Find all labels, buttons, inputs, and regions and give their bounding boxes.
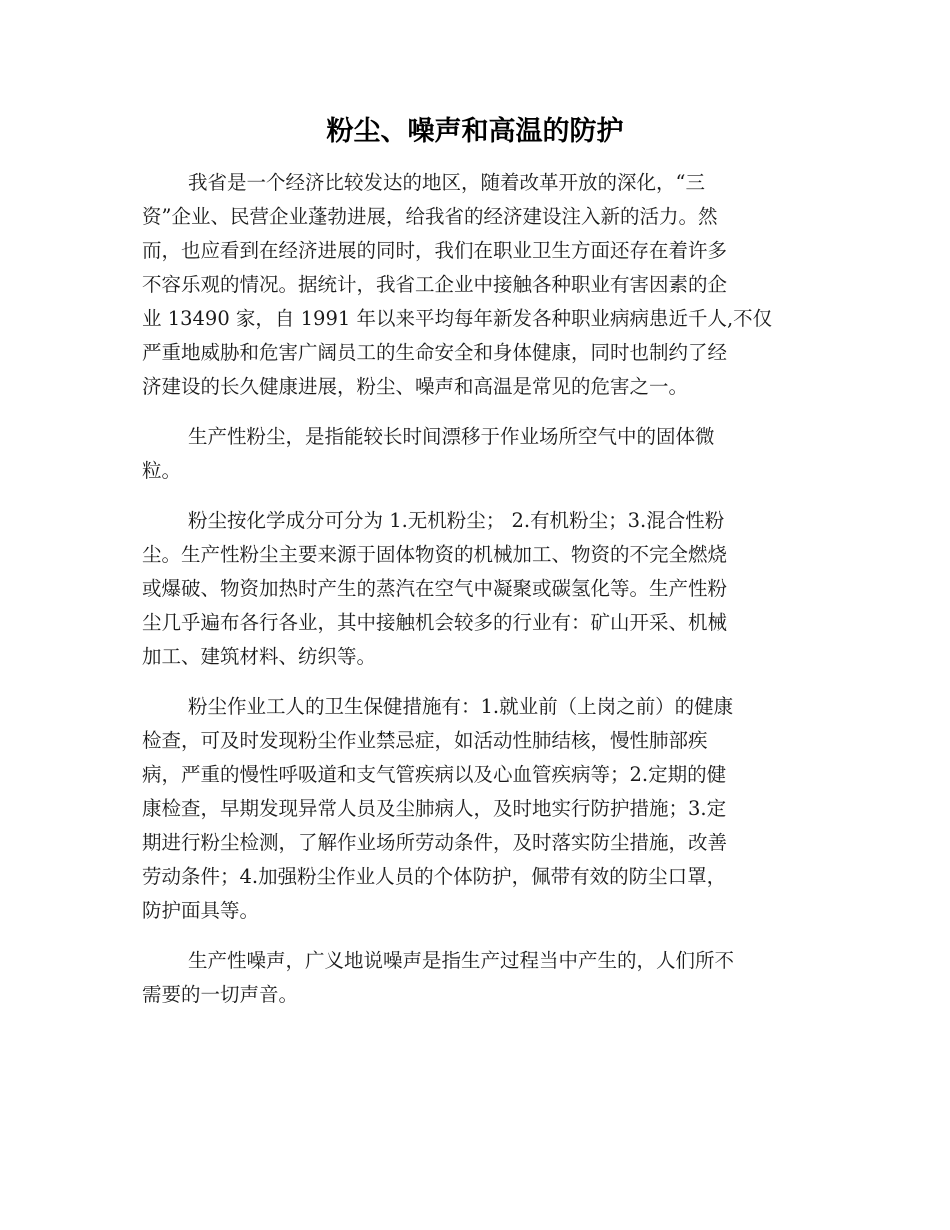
text-line: 而，也应看到在经济进展的同时，我们在职业卫生方面还存在着许多 [142, 239, 728, 262]
text-line: 粉尘作业工人的卫生保健措施有：1.就业前（上岗之前）的健康 [188, 695, 734, 718]
document-body [142, 166, 814, 1028]
text-line: 业 13490 家，自 1991 年以来平均每年新发各种职业病病患近千人,不仅 [142, 307, 773, 330]
text-line: 病，严重的慢性呼吸道和支气管疾病以及心血管疾病等；2.定期的健 [142, 763, 727, 786]
text-line: 粉尘按化学成分可分为 1.无机粉尘； 2.有机粉尘；3.混合性粉 [188, 509, 725, 532]
text-line: 或爆破、物资加热时产生的蒸汽在空气中凝聚或碳氢化等。生产性粉 [142, 577, 728, 600]
text-line: 资”企业、民营企业蓬勃进展，给我省的经济建设注入新的活力。然 [142, 205, 718, 228]
text-line: 期进行粉尘检测，了解作业场所劳动条件，及时落实防尘措施，改善 [142, 831, 728, 854]
text-line: 检查，可及时发现粉尘作业禁忌症，如活动性肺结核，慢性肺部疾 [142, 729, 708, 752]
text-line: 尘。生产性粉尘主要来源于固体物资的机械加工、物资的不完全燃烧 [142, 543, 728, 566]
paragraph-health-measures [142, 690, 814, 928]
text-line: 济建设的长久健康进展，粉尘、噪声和高温是常见的危害之一。 [142, 375, 689, 398]
paragraph-noise-definition [142, 944, 814, 1012]
paragraph-dust-classification [142, 504, 814, 674]
paragraph-intro [142, 166, 814, 404]
text-line: 尘几乎遍布各行各业，其中接触机会较多的行业有：矿山开采、机械 [142, 611, 728, 634]
text-line: 康检查，早期发现异常人员及尘肺病人，及时地实行防护措施；3.定 [142, 797, 727, 820]
text-line: 加工、建筑材料、纺织等。 [142, 645, 377, 668]
paragraph-dust-definition [142, 420, 814, 488]
text-line: 我省是一个经济比较发达的地区，随着改革开放的深化，“三 [188, 171, 705, 194]
text-line: 不容乐观的情况。据统计，我省工企业中接触各种职业有害因素的企 [142, 273, 728, 296]
text-line: 防护面具等。 [142, 899, 260, 922]
text-line: 需要的一切声音。 [142, 983, 299, 1006]
text-line: 粒。 [142, 459, 182, 482]
document-title: 粉尘、噪声和高温的防护 [326, 116, 624, 147]
text-line: 劳动条件；4.加强粉尘作业人员的个体防护，佩带有效的防尘口罩， [142, 865, 727, 888]
text-line: 严重地威胁和危害广阔员工的生命安全和身体健康，同时也制约了经 [142, 341, 728, 364]
text-line: 生产性噪声，广义地说噪声是指生产过程当中产生的，人们所不 [188, 949, 735, 972]
text-line: 生产性粉尘，是指能较长时间漂移于作业场所空气中的固体微 [188, 425, 715, 448]
